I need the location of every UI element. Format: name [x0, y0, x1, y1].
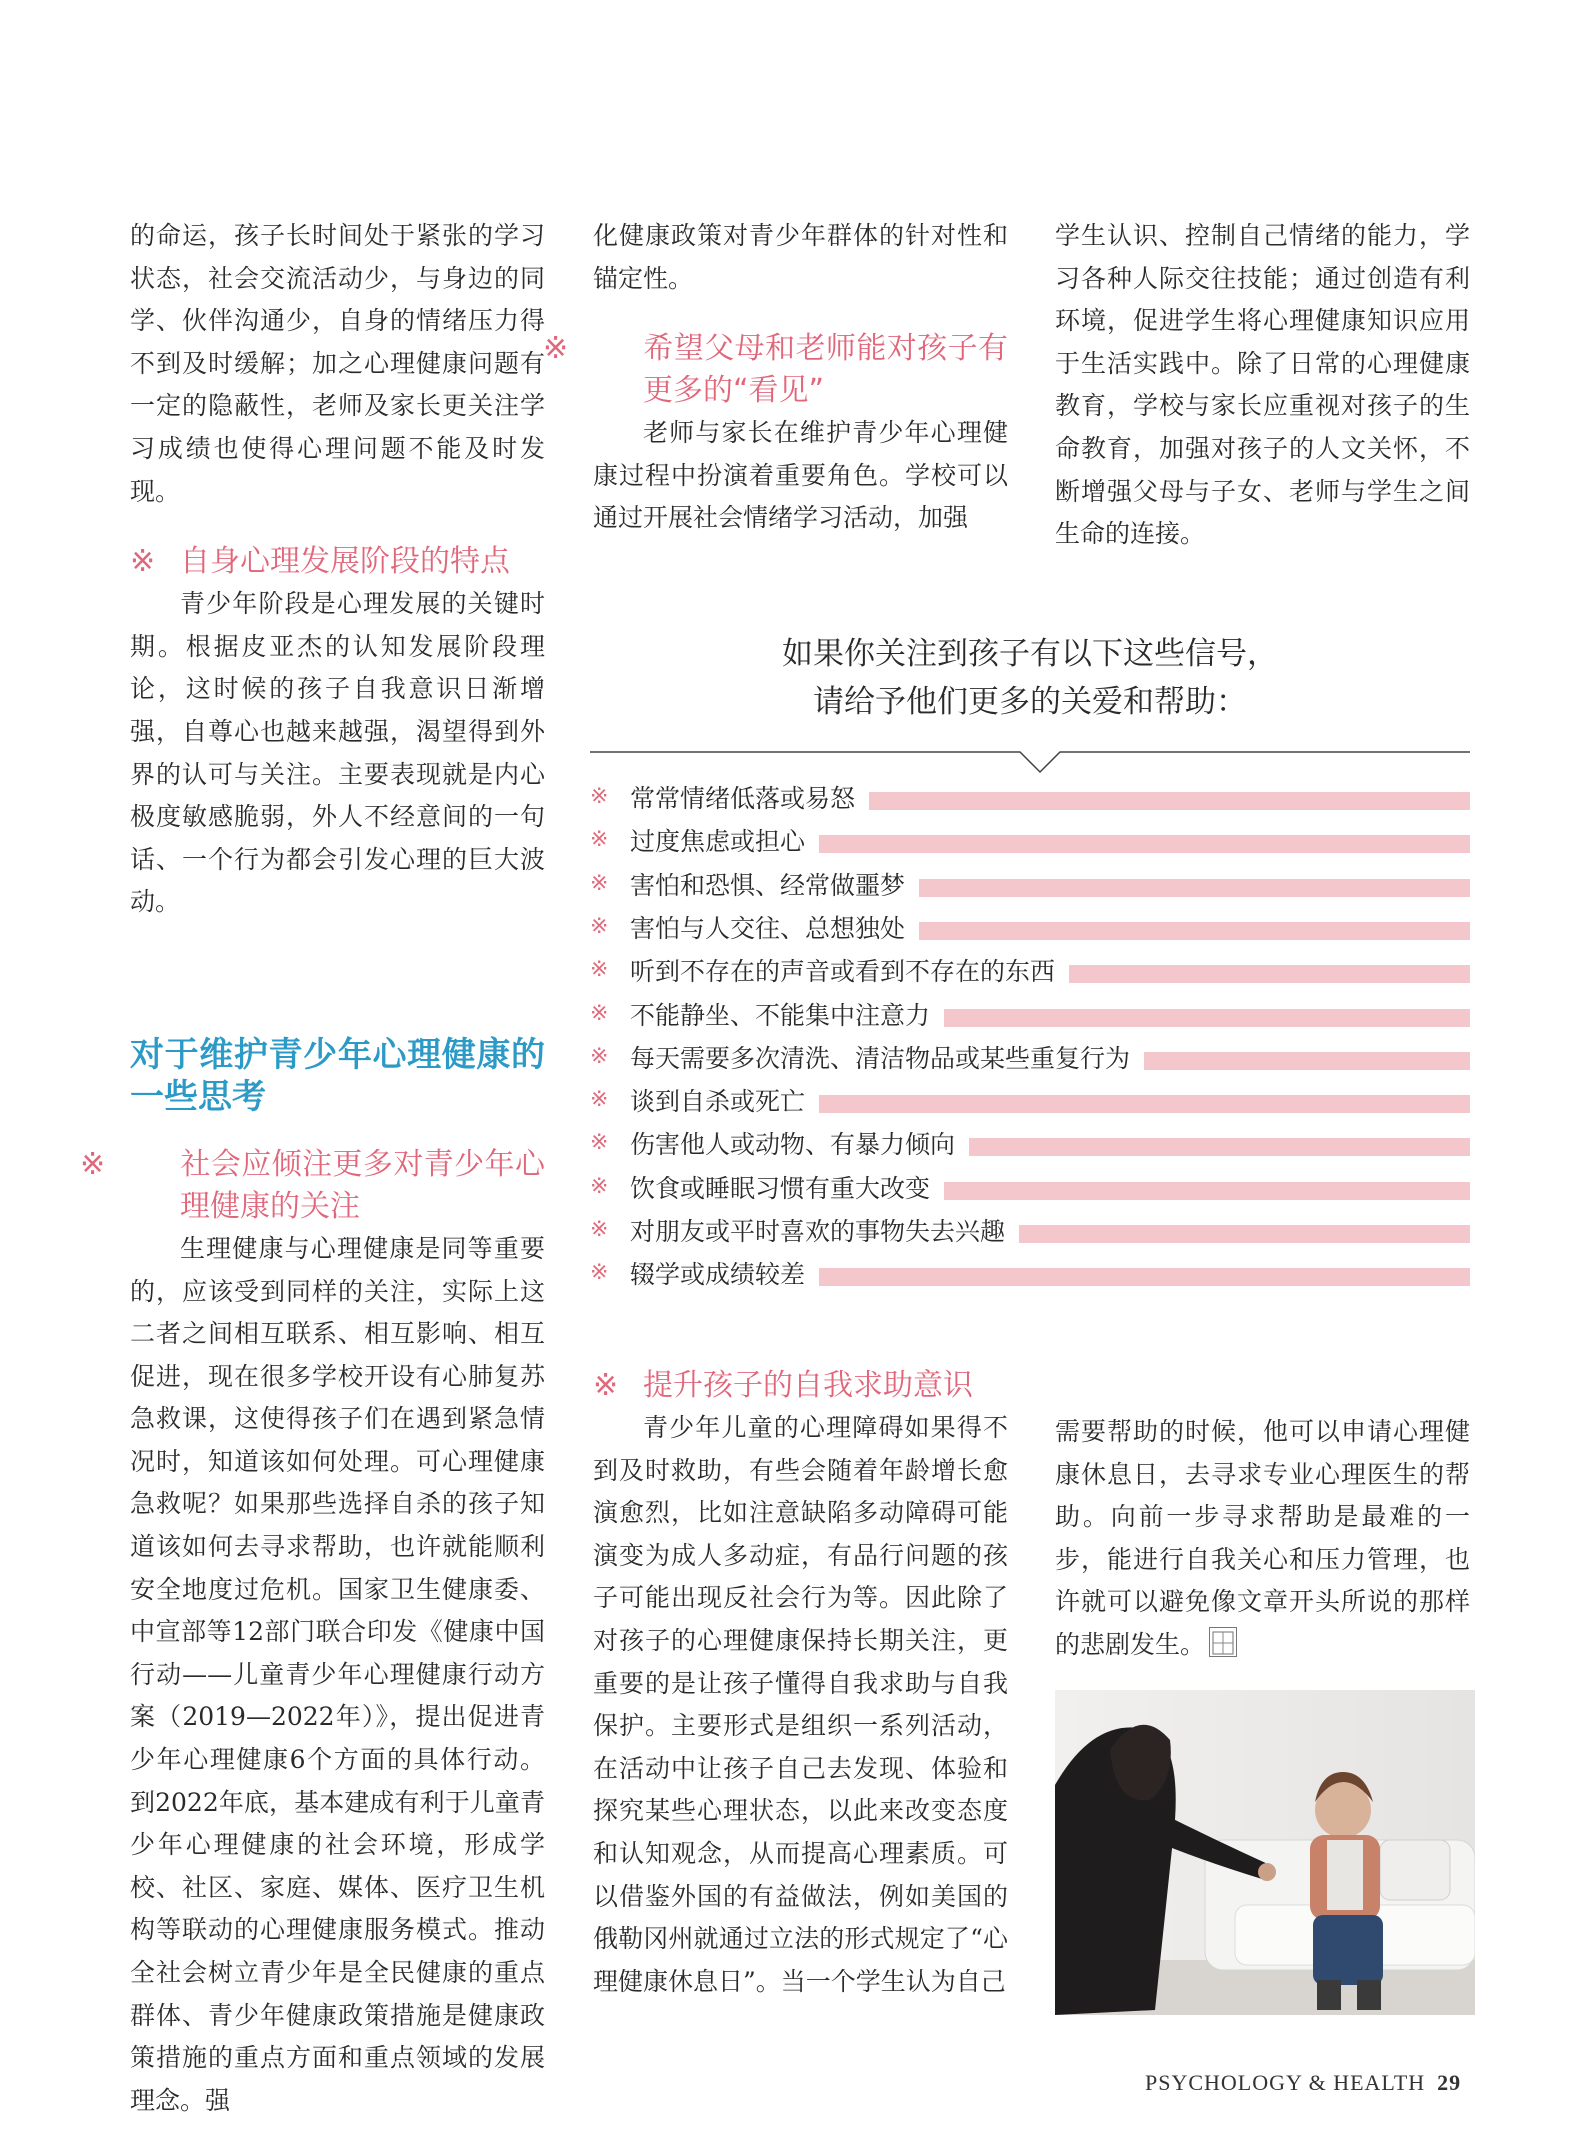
section-title: 对于维护青少年心理健康的一些思考 [130, 1034, 545, 1117]
counseling-illustration [1055, 1690, 1475, 2015]
reference-mark-icon: ※ [590, 1173, 609, 1199]
subheading-hope [543, 328, 1008, 412]
signal-item-text: 谈到自杀或死亡 [630, 1087, 806, 1117]
reference-mark-icon: ※ [590, 1087, 609, 1113]
magazine-name: PSYCHOLOGY & HEALTH [1145, 2070, 1426, 2095]
signal-item-text: 过度焦虑或担心 [630, 827, 806, 857]
signal-item-text: 常常情绪低落或易怒 [630, 784, 856, 813]
paragraph-society: 生理健康与心理健康是同等重要的，应该受到同样的关注，实际上这二者之间相互联系、相互影响、相互促进，现在很多学校开设有心肺复苏急救课，这使得孩子们在遇到紧急情况时，知道该如何处理。可心理健康急救呢？如果那些选择自杀的孩子知道该如何去寻求帮助，也许就能顺利安全地度过危机。国家卫生健康委、中宣部等12部门联合印发《健康中国行动——儿童青少年心理健康行动方案（2019—2022年）》，提出促进青少年心理健康6个方面的具体行动。到2022年底，基本建成有利于儿童青少年心理健康的社会环境，形成学校、社区、家庭、媒体、医疗卫生机构等联动的心理健康服务模式。推动全社会树立青少年是全民健康的重点群体、青少年健康政策措施是健康政策措施的重点方面和重点领域的发展理念。强 [130, 1233, 545, 2115]
page-footer [1145, 2070, 1461, 2096]
reference-mark-icon: ※ [590, 957, 609, 983]
signal-item [590, 1038, 1470, 1080]
signal-item-text: 害怕与人交往、总想独处 [630, 913, 906, 943]
reference-mark-icon: ※ [590, 1217, 609, 1242]
paragraph-help-continued [1055, 1411, 1470, 1667]
reference-mark-icon: ※ [590, 1260, 609, 1286]
signal-highlight-bar [944, 1182, 1470, 1200]
signal-highlight-bar [969, 1138, 1470, 1156]
subheading-society [80, 1144, 545, 1228]
signal-highlight-bar [919, 922, 1470, 940]
reference-mark-icon: ※ [80, 1146, 106, 1182]
signal-highlight-bar [919, 879, 1470, 897]
reference-mark-icon: ※ [593, 1368, 619, 1403]
paragraph-intro: 的命运，孩子长时间处于紧张的学习状态，社会交流活动少，与身边的同学、伙伴沟通少，自身的情绪压力得不到及时缓解；加之心理健康问题有一定的隐蔽性，老师及家长更关注学习成绩也使得心理问题不能及时发现。 [130, 221, 545, 506]
end-mark-icon [1209, 1627, 1237, 1657]
column-left [80, 215, 545, 2122]
signal-highlight-bar [944, 1009, 1470, 1027]
signal-item [590, 821, 1470, 863]
signal-highlight-bar [819, 1095, 1470, 1113]
paragraph-hope: 老师与家长在维护青少年心理健康过程中扮演着重要角色。学校可以通过开展社会情绪学习活动，加强 [593, 418, 1008, 533]
reference-mark-icon: ※ [590, 1000, 609, 1026]
signal-highlight-bar [819, 835, 1470, 853]
subheading-text: 希望父母和老师能对孩子有更多的“看见” [643, 331, 1008, 409]
signal-item-text: 不能静坐、不能集中注意力 [630, 1000, 931, 1030]
paragraph-development: 青少年阶段是心理发展的关键时期。根据皮亚杰的认知发展阶段理论，这时候的孩子自我意识日渐增强，自尊心也越来越强，渴望得到外界的认可与关注。主要表现就是内心极度敏感脆弱，外人不经意间的一句话、一个行为都会引发心理的巨大波动。 [130, 589, 545, 917]
signal-item [590, 778, 1470, 820]
signal-item [590, 1124, 1470, 1166]
paragraph-middle-top: 化健康政策对青少年群体的针对性和锚定性。 [593, 221, 1008, 293]
subheading-help [593, 1365, 1008, 1407]
signals-title-line1: 如果你关注到孩子有以下这些信号， [782, 636, 1278, 672]
column-middle-bottom [593, 1365, 1008, 2003]
paragraph-help-text: 需要帮助的时候，他可以申请心理健康休息日，去寻求专业心理医生的帮助。向前一步寻求帮助是最难的一步，能进行自我关心和压力管理，也许就可以避免像文章开头所说的那样的悲剧发生。 [1055, 1417, 1470, 1659]
signal-highlight-bar [1069, 965, 1470, 983]
signal-item-text: 每天需要多次清洗、清洁物品或某些重复行为 [630, 1043, 1131, 1073]
signal-item [590, 908, 1470, 950]
reference-mark-icon: ※ [590, 827, 609, 853]
reference-mark-icon: ※ [590, 913, 609, 939]
reference-mark-icon: ※ [590, 1130, 609, 1156]
reference-mark-icon: ※ [590, 784, 609, 809]
signal-item-text: 伤害他人或动物、有暴力倾向 [630, 1130, 956, 1160]
signal-highlight-bar [869, 792, 1470, 810]
signal-item [590, 951, 1470, 993]
signal-item [590, 995, 1470, 1037]
signal-item-text: 对朋友或平时喜欢的事物失去兴趣 [630, 1217, 1006, 1246]
subheading-development [130, 541, 545, 583]
signal-item [590, 1081, 1470, 1123]
signal-item-text: 害怕和恐惧、经常做噩梦 [630, 870, 906, 900]
paragraph-right-top: 学生认识、控制自己情绪的能力，学习各种人际交往技能；通过创造有利环境，促进学生将心理健康知识应用于生活实践中。除了日常的心理健康教育，学校与家长应重视对孩子的生命教育，加强对孩子的人文关怀，不断增强父母与子女、老师与学生之间生命的连接。 [1055, 221, 1470, 549]
signal-item [590, 1254, 1470, 1296]
reference-mark-icon: ※ [130, 544, 156, 580]
signal-item [590, 1168, 1470, 1210]
column-middle-top [543, 215, 1008, 540]
reference-mark-icon: ※ [543, 331, 569, 367]
signal-item-text: 听到不存在的声音或看到不存在的东西 [630, 957, 1056, 987]
signal-highlight-bar [1144, 1052, 1470, 1070]
page-number: 29 [1437, 2070, 1462, 2095]
signal-highlight-bar [819, 1268, 1470, 1286]
column-right-top [1055, 215, 1470, 556]
subheading-text: 提升孩子的自我求助意识 [643, 1368, 973, 1403]
signals-title-line2: 请给予他们更多的关爱和帮助： [813, 684, 1247, 720]
signals-box [590, 630, 1470, 1290]
reference-mark-icon: ※ [590, 870, 609, 896]
signal-item-text: 辍学或成绩较差 [630, 1260, 806, 1290]
signal-item [590, 1211, 1470, 1253]
column-right-bottom [1055, 1411, 1470, 1667]
counseling-photo [1055, 1690, 1475, 2015]
signal-item [590, 865, 1470, 907]
paragraph-help: 青少年儿童的心理障碍如果得不到及时救助，有些会随着年龄增长愈演愈烈，比如注意缺陷多动障碍可能演变为成人多动症，有品行问题的孩子可能出现反社会行为等。因此除了对孩子的心理健康保持长期关注，更重要的是让孩子懂得自我求助与自我保护。主要形式是组织一系列活动，在活动中让孩子自己去发现、体验和探究某些心理状态，以此来改变态度和认知观念，从而提高心理素质。可以借鉴外国的有益做法，例如美国的俄勒冈州就通过立法的形式规定了“心理健康休息日”。当一个学生认为自己 [593, 1413, 1008, 1996]
reference-mark-icon: ※ [590, 1043, 609, 1069]
subheading-text: 社会应倾注更多对青少年心理健康的关注 [180, 1146, 545, 1224]
signal-item-text: 饮食或睡眠习惯有重大改变 [630, 1173, 931, 1203]
subheading-text: 自身心理发展阶段的特点 [180, 544, 510, 580]
signal-highlight-bar [1019, 1225, 1470, 1243]
